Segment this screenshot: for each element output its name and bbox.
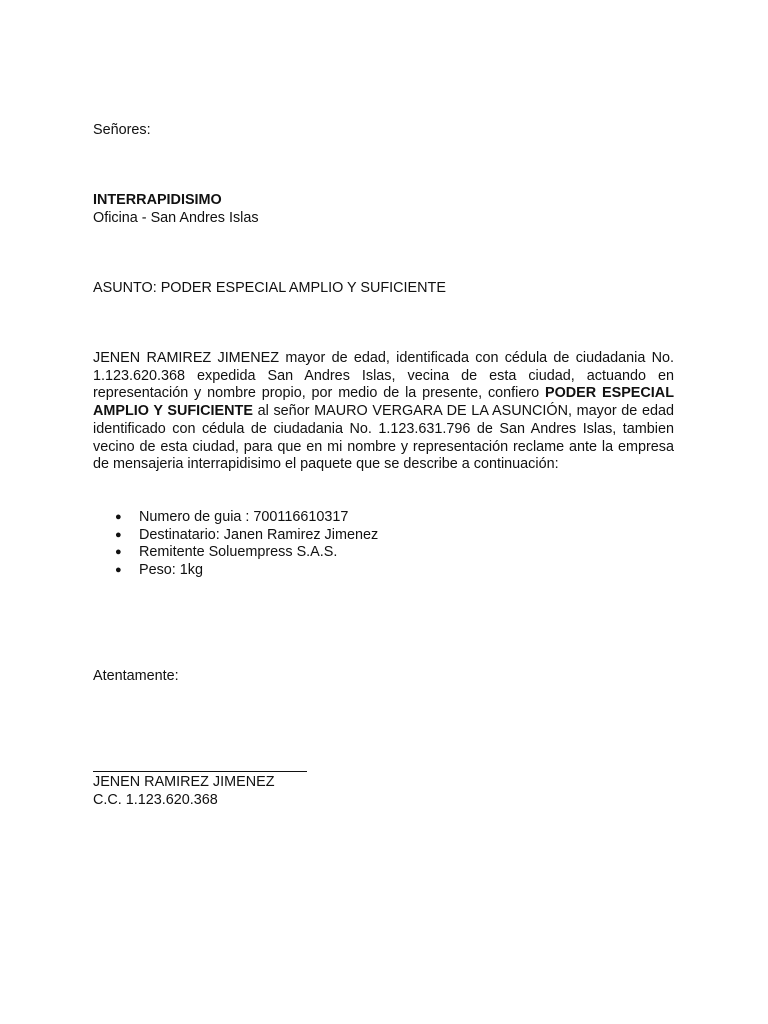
list-item [93, 544, 378, 562]
list-item [93, 562, 378, 580]
list-item-text: Peso: 1kg [139, 561, 203, 578]
salutation: Señores: [93, 122, 151, 138]
closing: Atentamente: [93, 668, 179, 684]
bullet-icon: ● [115, 563, 122, 576]
body-text-bold: PODER ESPECIAL AMPLIO Y SUFICIENTE [93, 385, 674, 420]
list-item [93, 509, 378, 527]
bullet-icon: ● [115, 511, 122, 523]
body-text-part1: JENEN RAMIREZ JIMENEZ mayor de edad, identificada con cédula de ciudadania No. 1.123.620.368 expedida San Andres Islas, vecina de esta ciudad, actuando en representación y nombre propio, por medio de la presente, confiero [93, 350, 674, 402]
list-item-text: Numero de guia : 700116610317 [139, 509, 349, 525]
list-item [93, 527, 378, 545]
list-item-text: Remitente Soluempress S.A.S. [139, 544, 338, 561]
recipient-company: INTERRAPIDISIMO [93, 192, 222, 208]
bullet-icon: ● [115, 546, 122, 559]
subject-line: ASUNTO: PODER ESPECIAL AMPLIO Y SUFICIENTE [93, 280, 446, 296]
recipient-office: Oficina - San Andres Islas [93, 210, 259, 226]
body-paragraph [93, 350, 674, 474]
body-text-part2: al señor MAURO VERGARA DE LA ASUNCIÓN, mayor de edad identificado con cédula de ciudadania No. 1.123.631.796 de San Andres Islas, tambien vecino de esta ciudad, para que en mi nombre y representación reclame ante la empresa de mensajeria interrapidisimo el paquete que se describe a continuación: [93, 403, 674, 473]
bullet-icon: ● [115, 528, 122, 541]
signature-line [93, 771, 307, 772]
signature-name: JENEN RAMIREZ JIMENEZ [93, 774, 275, 790]
list-item-text: Destinatario: Janen Ramirez Jimenez [139, 526, 379, 543]
package-details-list [93, 509, 378, 579]
signature-id: C.C. 1.123.620.368 [93, 792, 218, 808]
